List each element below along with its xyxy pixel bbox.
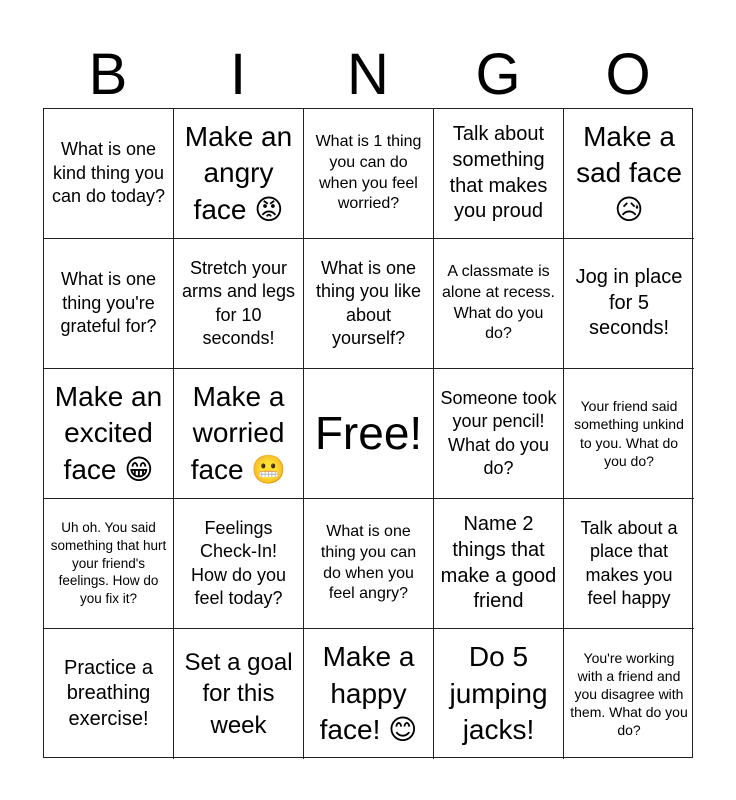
bingo-cell-r1-c3[interactable] [304, 109, 434, 239]
header-letter-n: N [347, 42, 389, 107]
bingo-cell-r2-c4[interactable] [434, 239, 564, 369]
bingo-cell-r3-c2[interactable] [174, 369, 304, 499]
cell-text: A classmate is alone at recess. What do you do? [442, 262, 555, 343]
header-letter-i: I [229, 42, 247, 107]
bingo-cell-free-space[interactable] [304, 369, 434, 499]
bingo-cell-r2-c3[interactable] [304, 239, 434, 369]
bingo-cell-r5-c4[interactable] [434, 629, 564, 759]
cell-text: Make a happy face! 😊 [319, 641, 418, 746]
bingo-cell-r4-c1[interactable] [44, 499, 174, 629]
cell-text: Make an excited face 😁 [54, 380, 163, 485]
cell-text: Talk about a place that makes you feel happy [580, 517, 678, 608]
bingo-cell-r5-c1[interactable] [44, 629, 174, 759]
header-letter-b: B [88, 42, 128, 107]
bingo-cell-r1-c4[interactable] [434, 109, 564, 239]
bingo-cell-r5-c5[interactable] [564, 629, 694, 759]
bingo-cell-r5-c3[interactable] [304, 629, 434, 759]
bingo-cell-r4-c2[interactable] [174, 499, 304, 629]
cell-text: Someone took your pencil! What do you do? [440, 387, 557, 478]
bingo-cell-r2-c1[interactable] [44, 239, 174, 369]
bingo-header [43, 40, 693, 110]
cell-text: Stretch your arms and legs for 10 seconds! [181, 257, 296, 348]
cell-text: Make a sad face 😥 [576, 120, 682, 225]
header-letter-o: O [605, 42, 651, 107]
cell-text: Make an angry face 😡 [184, 120, 293, 225]
bingo-cell-r4-c5[interactable] [564, 499, 694, 629]
cell-text: You're working with a friend and you disagree with them. What do you do? [570, 649, 688, 739]
cell-text: What is one kind thing you can do today? [51, 139, 166, 207]
cell-text: What is one thing you can do when you feel angry? [320, 522, 417, 603]
cell-text: Practice a breathing exercise! [64, 656, 153, 730]
cell-text: What is one thing you like about yourself? [315, 257, 422, 348]
cell-text: Do 5 jumping jacks! [449, 641, 548, 746]
bingo-cell-r1-c1[interactable] [44, 109, 174, 239]
bingo-cell-r1-c5[interactable] [564, 109, 694, 239]
cell-text: Talk about something that makes you proud [449, 123, 548, 223]
bingo-cell-r3-c1[interactable] [44, 369, 174, 499]
cell-text: Make a worried face 😬 [190, 380, 287, 485]
cell-text: What is one thing you're grateful for? [60, 269, 157, 337]
bingo-cell-r4-c4[interactable] [434, 499, 564, 629]
cell-text: Jog in place for 5 seconds! [575, 266, 683, 340]
cell-text: Feelings Check-In! How do you feel today? [190, 517, 287, 608]
cell-text: What is 1 thing you can do when you feel worried? [315, 132, 422, 213]
cell-text: Your friend said something unkind to you. What do you do? [574, 398, 684, 469]
header-letter-g: G [475, 42, 521, 107]
bingo-cell-r3-c4[interactable] [434, 369, 564, 499]
bingo-cell-r5-c2[interactable] [174, 629, 304, 759]
cell-text: Uh oh. You said something that hurt your friend's feelings. How do you fix it? [50, 519, 167, 607]
bingo-cell-r2-c2[interactable] [174, 239, 304, 369]
cell-text: Name 2 things that make a good friend [440, 513, 557, 613]
bingo-cell-r1-c2[interactable] [174, 109, 304, 239]
cell-text: Free! [314, 407, 423, 460]
bingo-cell-r4-c3[interactable] [304, 499, 434, 629]
bingo-board [43, 108, 693, 758]
bingo-cell-r2-c5[interactable] [564, 239, 694, 369]
cell-text: Set a goal for this week [184, 649, 293, 739]
bingo-cell-r3-c5[interactable] [564, 369, 694, 499]
